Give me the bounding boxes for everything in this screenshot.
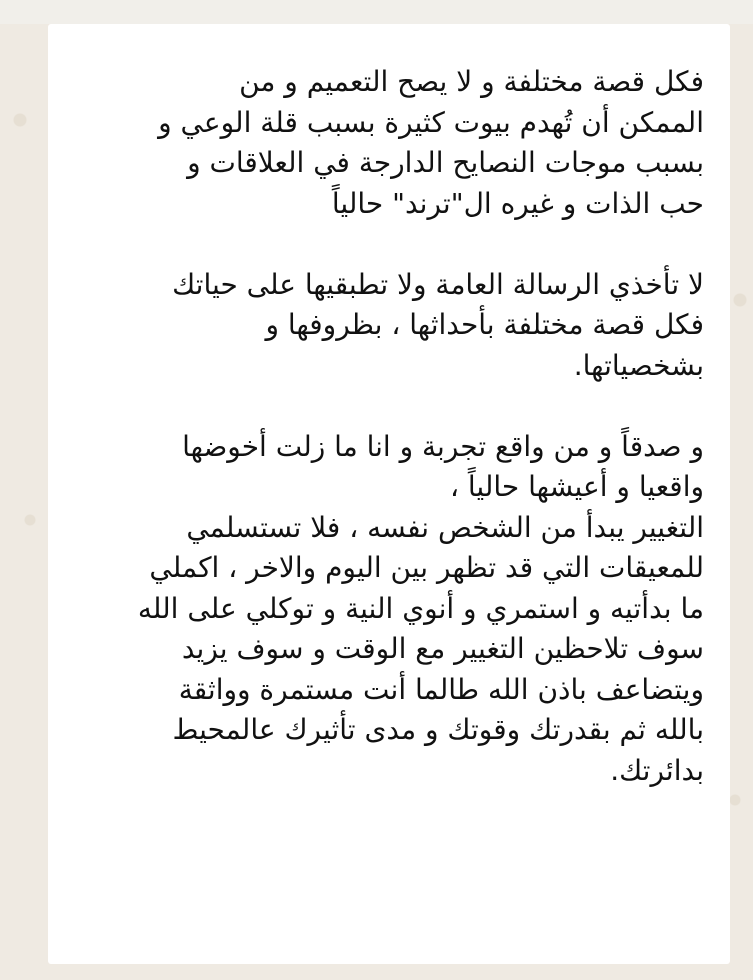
message-line: بسبب موجات النصايح الدارجة في العلاقات و: [187, 146, 704, 179]
message-line: فكل قصة مختلفة بأحداثها ، بظروفها و: [265, 308, 704, 341]
paragraph-2: [78, 265, 704, 387]
paragraph-gap: [78, 386, 704, 427]
message-line: للمعيقات التي قد تظهر بين اليوم والاخر ، اكملي: [149, 551, 704, 584]
message-line: سوف تلاحظين التغيير مع الوقت و سوف يزيد: [181, 632, 704, 665]
message-line: الممكن أن تُهدم بيوت كثيرة بسبب قلة الوعي و: [158, 105, 704, 139]
message-line: ما بدأتيه و استمري و أنوي النية و توكلي على الله: [137, 591, 704, 625]
top-strip: [0, 0, 753, 24]
message-line: ويتضاعف باذن الله طالما أنت مستمرة وواثقة: [178, 672, 704, 706]
message-text: [78, 62, 704, 791]
message-line: بشخصياتها.: [573, 348, 704, 382]
message-line: بدائرتك.: [610, 753, 704, 787]
message-bubble[interactable]: [48, 24, 730, 964]
message-line: بالله ثم بقدرتك وقوتك و مدى تأثيرك عالمحيط: [172, 713, 704, 746]
message-line: لا تأخذي الرسالة العامة ولا تطبقيها على حياتك: [172, 267, 704, 301]
message-line: واقعيا و أعيشها حالياً ،: [449, 470, 704, 503]
paragraph-3: [78, 427, 704, 792]
paragraph-gap: [78, 224, 704, 265]
message-line: فكل قصة مختلفة و لا يصح التعميم و من: [239, 65, 704, 98]
paragraph-1: [78, 62, 704, 224]
message-line: و صدقاً و من واقع تجربة و انا ما زلت أخوضها: [182, 429, 704, 463]
message-line: حب الذات و غيره ال"ترند" حالياً: [331, 186, 704, 220]
message-line: التغيير يبدأ من الشخص نفسه ، فلا تستسلمي: [186, 510, 704, 544]
